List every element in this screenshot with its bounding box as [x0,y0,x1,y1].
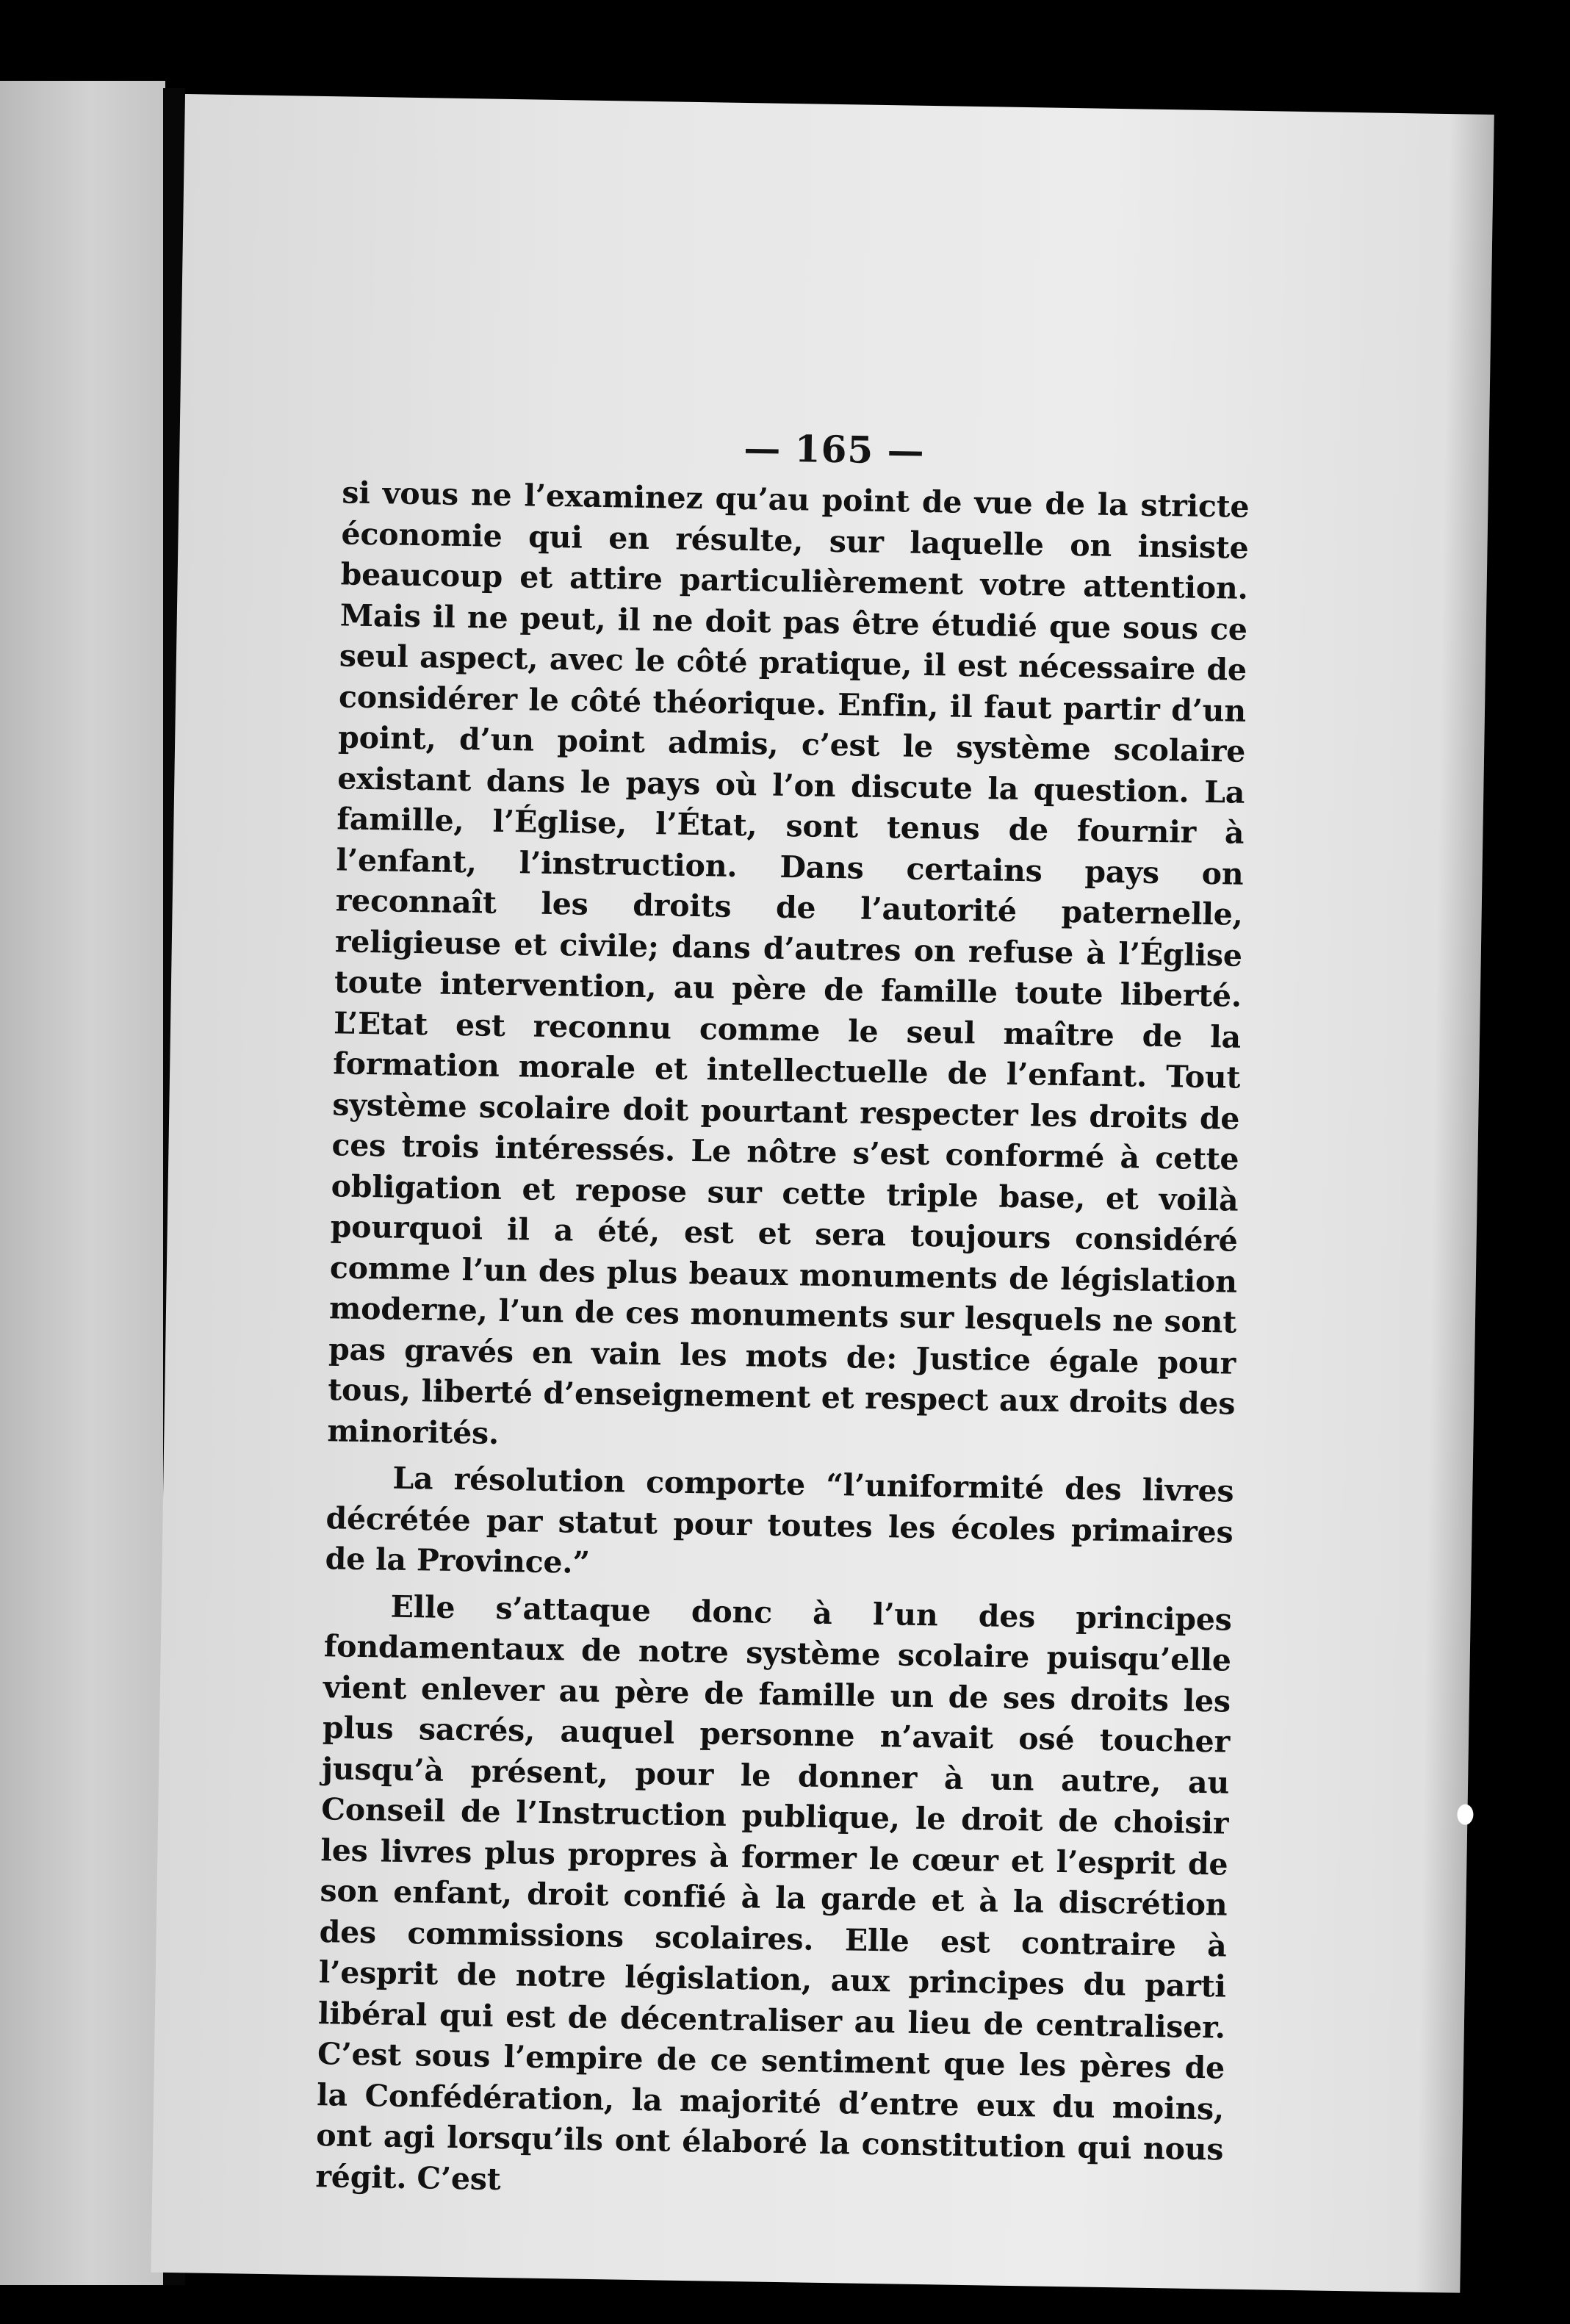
paragraph-1: si vous ne l’examinez qu’au point de vue de la stricte économie qui en résulte, sur laquelle on insiste beaucoup et attire particulièrement votre attention. Mais il ne peut, il ne doit pas être étudié que sous ce seul aspect, avec le côté pratique, il est nécessaire de considérer le côté théorique. Enfin, il faut partir d’un point, d’un point admis, c’est le système scolaire existant dans le pays où l’on discute la question. La famille, l’Église, l’État, sont tenus de fournir à l’enfant, l’instruction. Dans certains pays on reconnaît les droits de l’autorité paternelle, religieuse et civile; dans d’autres on refuse à l’Église toute intervention, au père de famille toute liberté. L’Etat est reconnu comme le seul maître de la formation morale et intellectuelle de l’enfant. Tout système scolaire doit pourtant respecter les droits de ces trois intéressés. Le nôtre s’est conformé à cette obligation et repose sur cette triple base, et voilà pourquoi il a été, est et sera toujours considéré comme l’un des plus beaux monuments de législation moderne, l’un de ces monuments sur lesquels ne sont pas gravés en vain les mots de: Justice égale pour tous, liberté d’enseignement et respect aux droits des minorités. [327,475,1250,1451]
book-page [151,94,1494,2293]
body-text [315,472,1250,2211]
page-number: — 165 — [743,426,926,472]
scan-speck [1457,1804,1473,1824]
paragraph-2: La résolution comporte “l’uniformité des livres décrétée par statut pour toutes les écoles primaires de la Province.” [325,1460,1234,1580]
previous-page-edge [0,81,165,2285]
paragraph-3: Elle s’attaque donc à l’un des principes fondamentaux de notre système scolaire puisqu’elle vient enlever au père de famille un de ses droits les plus sacrés, auquel personne n’avait osé toucher jusqu’à présent, pour le donner à un autre, au Conseil de l’Instruction publique, le droit de choisir les livres plus propres à former le cœur et l’esprit de son enfant, droit confié à la garde et à la discrétion des commissions scolaires. Elle est contraire à l’esprit de notre législation, aux principes du parti libéral qui est de décentraliser au lieu de centraliser. C’est sous l’empire de ce sentiment que les pères de la Confédération, la majorité d’entre eux du moins, ont agi lorsqu’ils ont élaboré la constitution qui nous régit. C’est [315,1589,1232,2197]
